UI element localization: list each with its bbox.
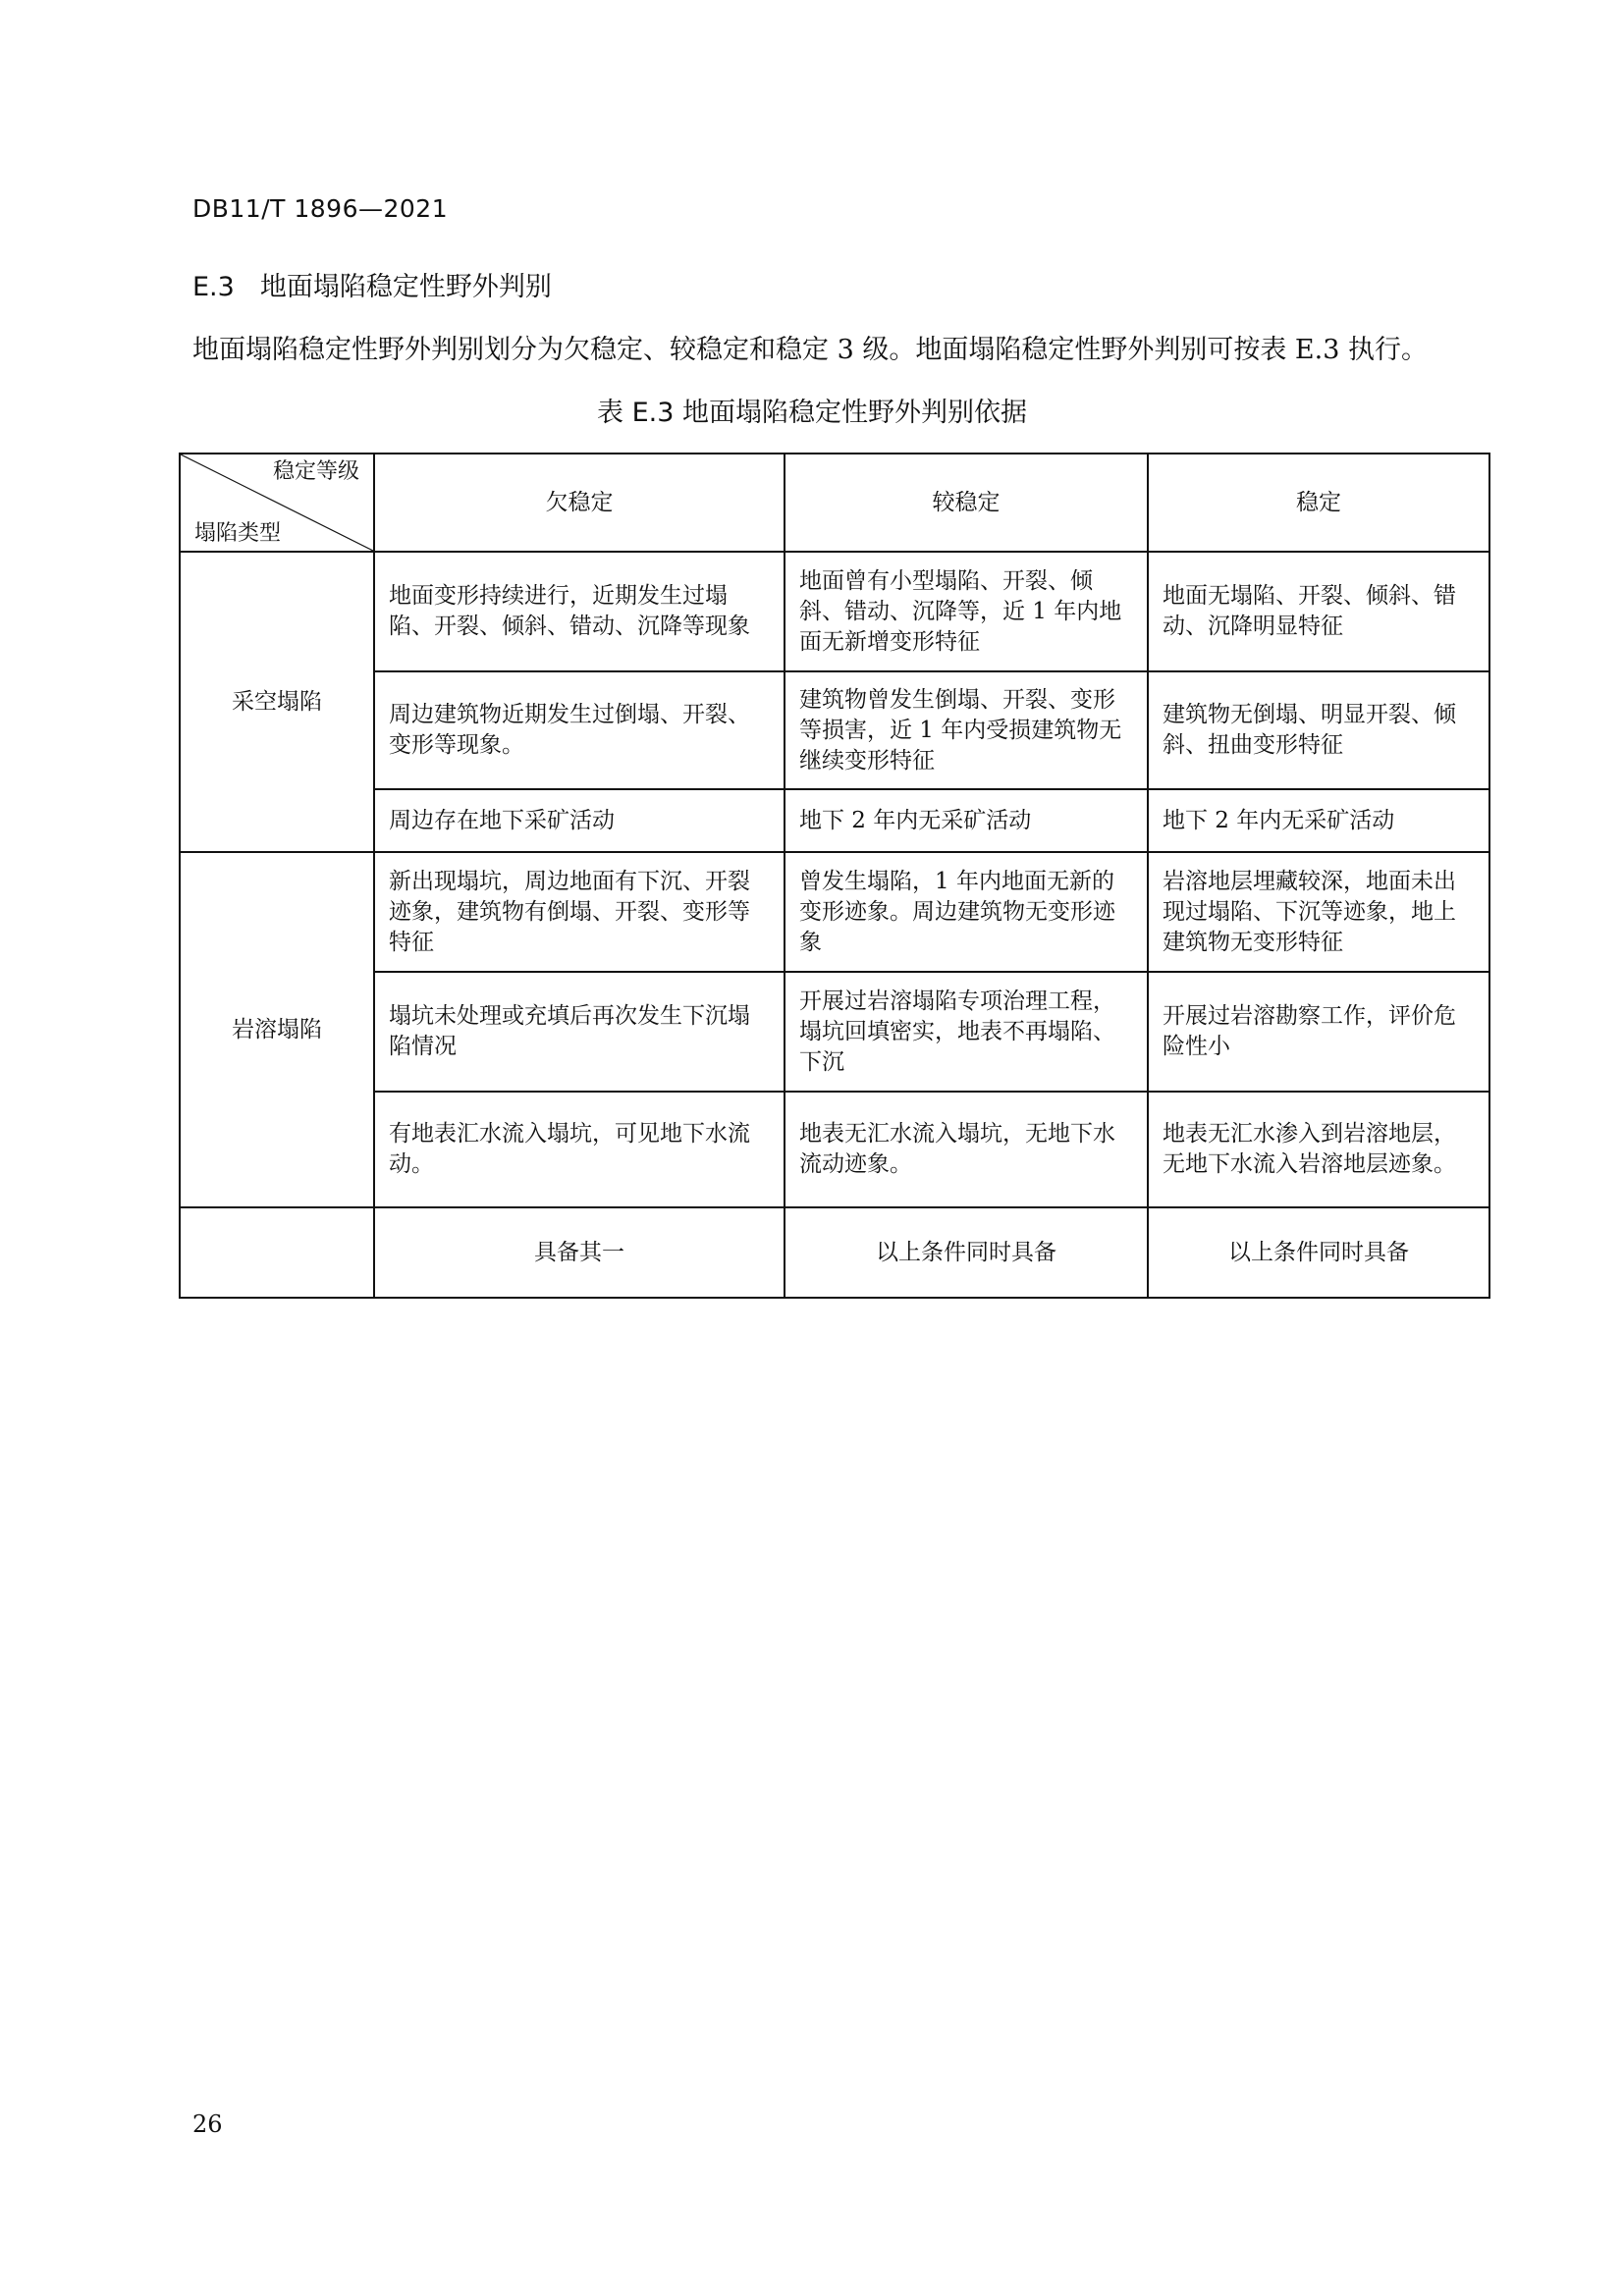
table-cell: 新出现塌坑，周边地面有下沉、开裂迹象，建筑物有倒塌、开裂、变形等特征 bbox=[374, 852, 785, 972]
table-cell: 地面无塌陷、开裂、倾斜、错动、沉降明显特征 bbox=[1148, 552, 1489, 671]
section-number: E.3 bbox=[192, 272, 235, 302]
table-cell: 地面变形持续进行，近期发生过塌陷、开裂、倾斜、错动、沉降等现象 bbox=[374, 552, 785, 671]
table-row bbox=[180, 972, 1489, 1092]
table-cell: 地面曾有小型塌陷、开裂、倾斜、错动、沉降等，近 1 年内地面无新增变形特征 bbox=[785, 552, 1148, 671]
section-heading bbox=[192, 265, 552, 303]
table-row bbox=[180, 852, 1489, 972]
table-cell: 建筑物无倒塌、明显开裂、倾斜、扭曲变形特征 bbox=[1148, 671, 1489, 789]
table-cell: 岩溶地层埋藏较深，地面未出现过塌陷、下沉等迹象，地上建筑物无变形特征 bbox=[1148, 852, 1489, 972]
column-header: 较稳定 bbox=[785, 454, 1148, 552]
footer-cell: 以上条件同时具备 bbox=[1148, 1207, 1489, 1298]
footer-cell: 具备其一 bbox=[374, 1207, 785, 1298]
column-header: 欠稳定 bbox=[374, 454, 785, 552]
table-cell: 周边存在地下采矿活动 bbox=[374, 789, 785, 852]
table-cell: 开展过岩溶塌陷专项治理工程，塌坑回填密实，地表不再塌陷、下沉 bbox=[785, 972, 1148, 1092]
table-row bbox=[180, 789, 1489, 852]
table-cell: 周边建筑物近期发生过倒塌、开裂、变形等现象。 bbox=[374, 671, 785, 789]
table-cell: 有地表汇水流入塌坑，可见地下水流动。 bbox=[374, 1092, 785, 1207]
table-row bbox=[180, 1092, 1489, 1207]
corner-top-label: 稳定等级 bbox=[272, 459, 359, 484]
column-header: 稳定 bbox=[1148, 454, 1489, 552]
stability-table bbox=[179, 453, 1490, 1299]
table-cell: 地表无汇水渗入到岩溶地层，无地下水流入岩溶地层迹象。 bbox=[1148, 1092, 1489, 1207]
row-group-label: 采空塌陷 bbox=[180, 552, 374, 852]
document-code: DB11/T 1896—2021 bbox=[192, 194, 449, 223]
corner-header-cell bbox=[180, 454, 374, 552]
section-title: 地面塌陷稳定性野外判别 bbox=[259, 272, 552, 302]
table-header-row bbox=[180, 454, 1489, 552]
footer-cell: 以上条件同时具备 bbox=[785, 1207, 1148, 1298]
table-cell: 地表无汇水流入塌坑，无地下水流动迹象。 bbox=[785, 1092, 1148, 1207]
row-group-label: 岩溶塌陷 bbox=[180, 852, 374, 1207]
corner-bottom-label: 塌陷类型 bbox=[194, 521, 282, 546]
table-row bbox=[180, 552, 1489, 671]
table-cell bbox=[180, 1207, 374, 1298]
table-row bbox=[180, 671, 1489, 789]
intro-paragraph: 地面塌陷稳定性野外判别划分为欠稳定、较稳定和稳定 3 级。地面塌陷稳定性野外判别可按表 E.3 执行。 bbox=[192, 335, 1428, 365]
table-cell: 地下 2 年内无采矿活动 bbox=[785, 789, 1148, 852]
table-caption: 表 E.3 地面塌陷稳定性野外判别依据 bbox=[597, 398, 1027, 428]
table-cell: 开展过岩溶勘察工作，评价危险性小 bbox=[1148, 972, 1489, 1092]
table-cell: 曾发生塌陷，1 年内地面无新的变形迹象。周边建筑物无变形迹象 bbox=[785, 852, 1148, 972]
table-footer-row bbox=[180, 1207, 1489, 1298]
table-cell: 地下 2 年内无采矿活动 bbox=[1148, 789, 1489, 852]
table-cell: 建筑物曾发生倒塌、开裂、变形等损害，近 1 年内受损建筑物无继续变形特征 bbox=[785, 671, 1148, 789]
page-number: 26 bbox=[192, 2110, 223, 2138]
table-cell: 塌坑未处理或充填后再次发生下沉塌陷情况 bbox=[374, 972, 785, 1092]
